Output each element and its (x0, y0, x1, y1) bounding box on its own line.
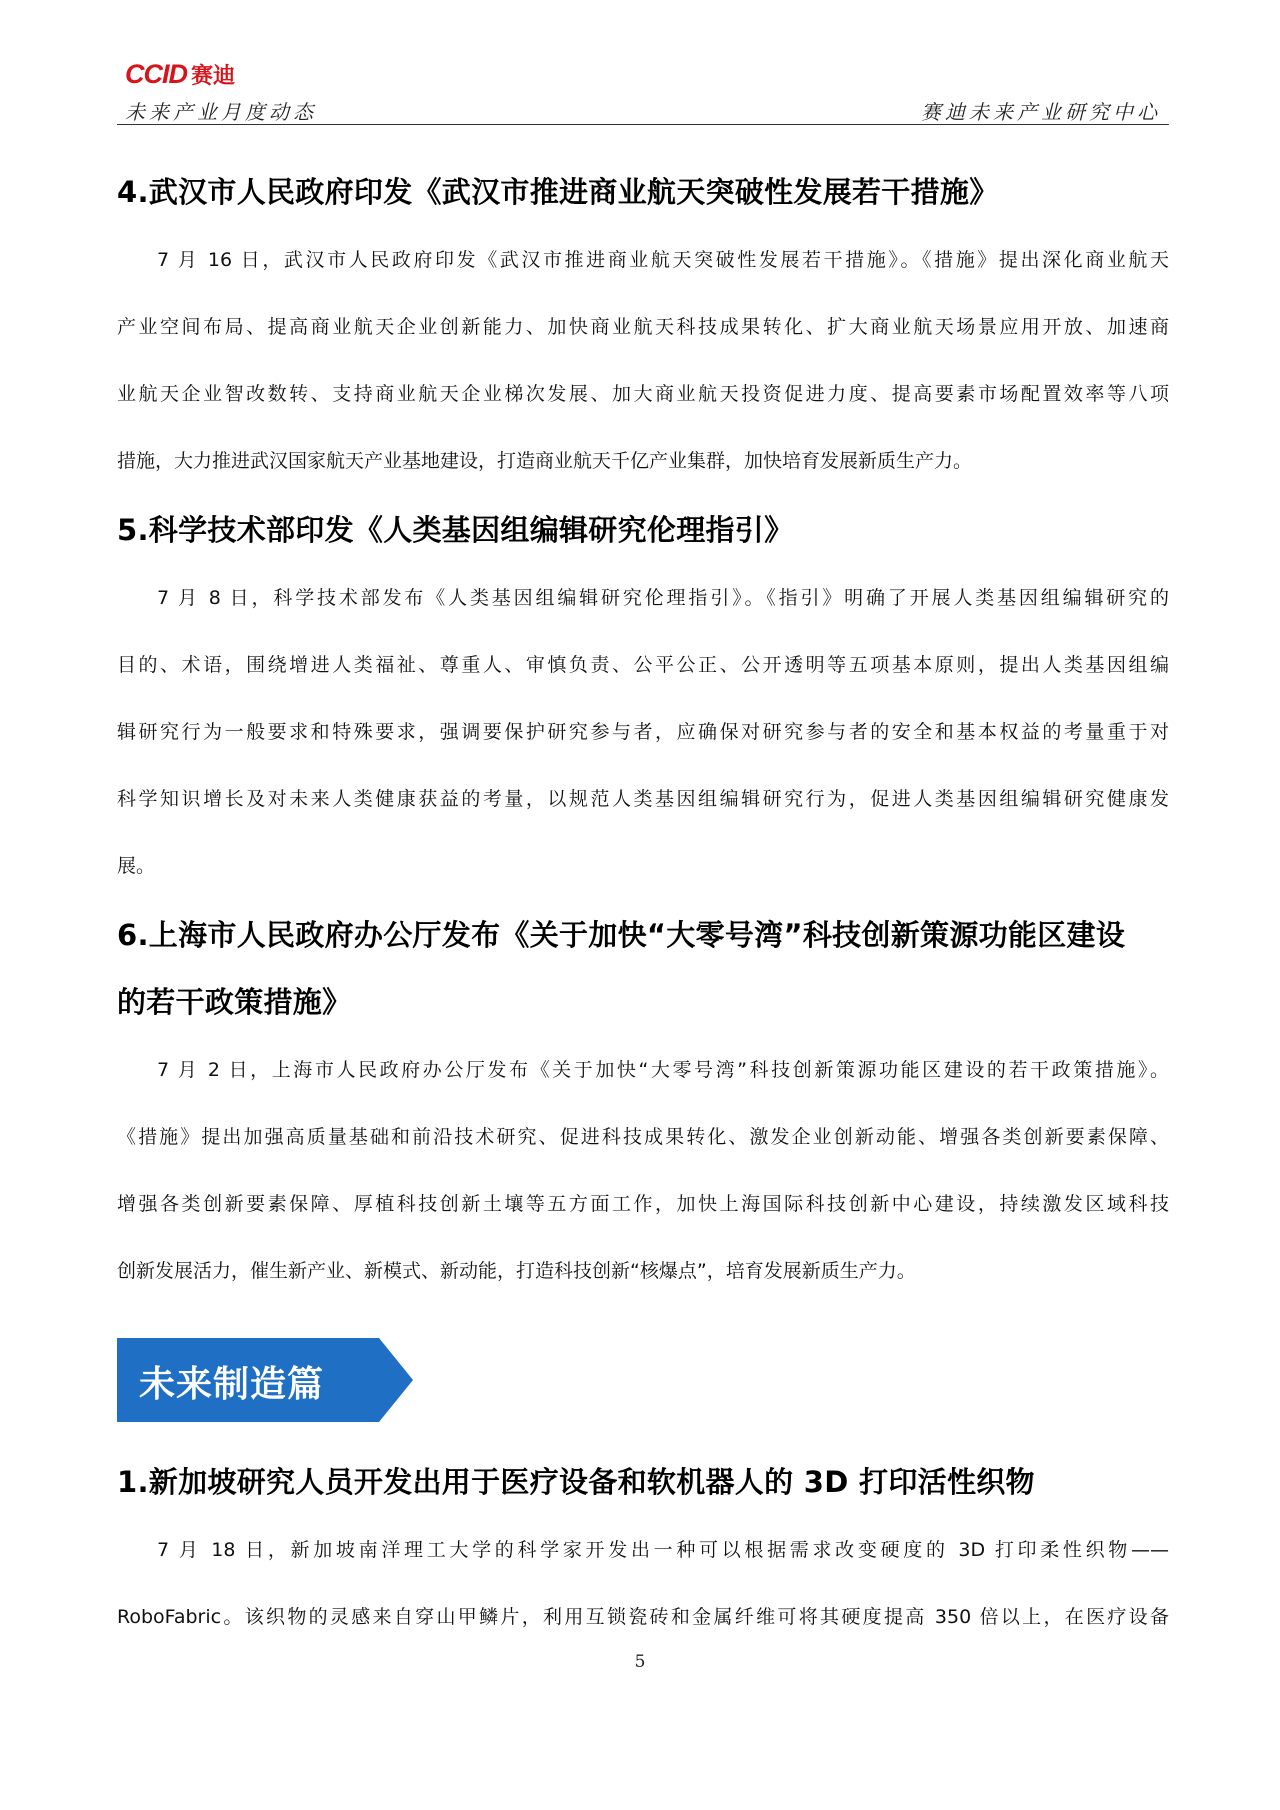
section-heading: 1.新加坡研究人员开发出用于医疗设备和软机器人的 3D 打印活性织物 (117, 1465, 1035, 1499)
page-number: 5 (634, 1652, 646, 1672)
header-left-title: 未来产业月度动态 (125, 100, 317, 124)
logo-ccid-text: CCID (125, 58, 187, 89)
section-heading: 5.科学技术部印发《人类基因组编辑研究伦理指引》 (117, 513, 794, 547)
section-heading-continued: 的若干政策措施》 (117, 985, 352, 1019)
paragraph-line: 科学知识增长及对未来人类健康获益的考量，以规范人类基因组编辑研究行为，促进人类基因组编辑研究健康发 (117, 788, 1169, 810)
paragraph-line: 7 月 2 日，上海市人民政府办公厅发布《关于加快“大零号湾”科技创新策源功能区建设的若干政策措施》。 (157, 1059, 1169, 1081)
paragraph-line: 创新发展活力，催生新产业、新模式、新动能，打造科技创新“核爆点”，培育发展新质生产力。 (117, 1260, 916, 1282)
section-heading: 6.上海市人民政府办公厅发布《关于加快“大零号湾”科技创新策源功能区建设 (117, 918, 1126, 952)
header-right-title: 赛迪未来产业研究中心 (921, 100, 1161, 124)
logo-cn-text: 赛迪 (191, 63, 236, 89)
paragraph-line: 措施，大力推进武汉国家航天产业基地建设，打造商业航天千亿产业集群，加快培育发展新质生产力。 (117, 450, 973, 472)
chapter-banner (117, 1338, 379, 1422)
page-header (117, 58, 1169, 124)
paragraph-line: 增强各类创新要素保障、厚植科技创新土壤等五方面工作，加快上海国际科技创新中心建设，持续激发区域科技 (117, 1193, 1169, 1215)
paragraph-line: 产业空间布局、提高商业航天企业创新能力、加快商业航天科技成果转化、扩大商业航天场景应用开放、加速商 (117, 316, 1169, 338)
header-divider (117, 124, 1169, 125)
chapter-banner-arrow (379, 1338, 413, 1422)
chapter-banner-label: 未来制造篇 (139, 1364, 325, 1405)
paragraph-line: 7 月 18 日，新加坡南洋理工大学的科学家开发出一种可以根据需求改变硬度的 3D 打印柔性织物—— (157, 1539, 1169, 1561)
paragraph-line: 《措施》提出加强高质量基础和前沿技术研究、促进科技成果转化、激发企业创新动能、增强各类创新要素保障、 (117, 1126, 1169, 1148)
ccid-logo (125, 58, 235, 90)
paragraph-line: 展。 (117, 855, 156, 877)
paragraph-line: 7 月 8 日，科学技术部发布《人类基因组编辑研究伦理指引》。《指引》明确了开展人类基因组编辑研究的 (157, 587, 1169, 609)
paragraph-line: 目的、术语，围绕增进人类福祉、尊重人、审慎负责、公平公正、公开透明等五项基本原则，提出人类基因组编 (117, 654, 1169, 676)
paragraph-line: 业航天企业智改数转、支持商业航天企业梯次发展、加大商业航天投资促进力度、提高要素市场配置效率等八项 (117, 383, 1169, 405)
paragraph-line: RoboFabric。该织物的灵感来自穿山甲鳞片，利用互锁瓷砖和金属纤维可将其硬度提高 350 倍以上，在医疗设备 (117, 1606, 1169, 1628)
section-heading: 4.武汉市人民政府印发《武汉市推进商业航天突破性发展若干措施》 (117, 175, 999, 209)
paragraph-line: 辑研究行为一般要求和特殊要求，强调要保护研究参与者，应确保对研究参与者的安全和基本权益的考量重于对 (117, 721, 1169, 743)
paragraph-line: 7 月 16 日，武汉市人民政府印发《武汉市推进商业航天突破性发展若干措施》。《措施》提出深化商业航天 (157, 249, 1169, 271)
